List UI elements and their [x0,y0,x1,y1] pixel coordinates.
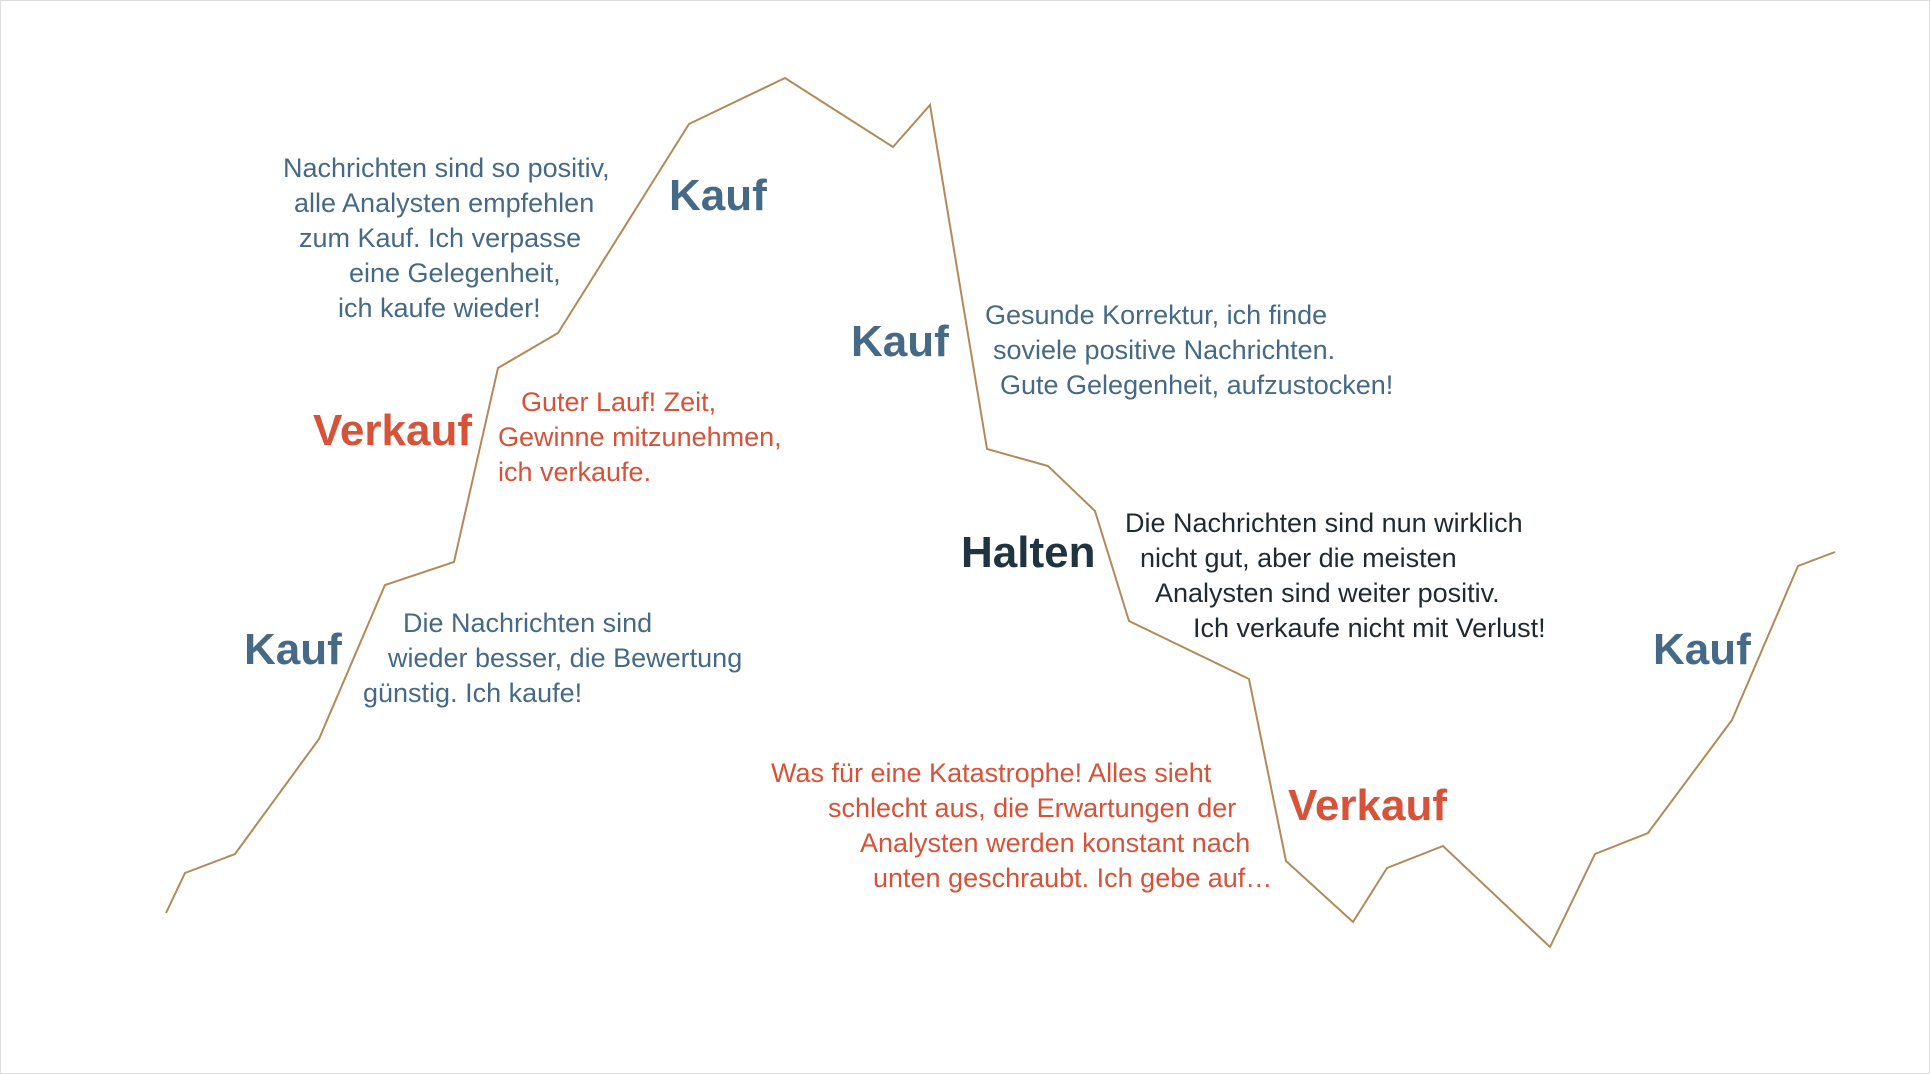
note-line: eine Gelegenheit, [349,258,561,288]
verkauf-note-2 [771,756,1272,896]
note-line: Analysten werden konstant nach [860,828,1251,858]
note-line: nicht gut, aber die meisten [1140,543,1457,573]
note-line: soviele positive Nachrichten. [993,335,1336,365]
halten-label: Halten [961,528,1096,577]
note-line: ich verkaufe. [498,457,652,487]
kauf-label-3: Kauf [851,317,949,366]
halten-note [1125,506,1546,646]
note-line: Gesunde Korrektur, ich finde [985,300,1328,330]
verkauf-note-1 [498,385,782,490]
note-line: Die Nachrichten sind [403,608,653,638]
note-line: Gewinne mitzunehmen, [498,422,782,452]
note-line: Was für eine Katastrophe! Alles sieht [771,758,1212,788]
kauf-label-2: Kauf [669,171,767,220]
note-line: Analysten sind weiter positiv. [1155,578,1500,608]
note-line: Nachrichten sind so positiv, [283,153,610,183]
note-line: Ich verkaufe nicht mit Verlust! [1193,613,1546,643]
verkauf-label-2: Verkauf [1288,781,1447,830]
note-line: Guter Lauf! Zeit, [521,387,717,417]
note-line: alle Analysten empfehlen [294,188,595,218]
verkauf-label-1: Verkauf [313,406,472,455]
note-line: Gute Gelegenheit, aufzustocken! [1000,370,1394,400]
note-line: Die Nachrichten sind nun wirklich [1125,508,1523,538]
note-line: zum Kauf. Ich verpasse [299,223,582,253]
note-line: schlecht aus, die Erwartungen der [828,793,1237,823]
kauf-label-1: Kauf [244,625,342,674]
kauf-note-2 [283,151,610,326]
note-line: günstig. Ich kaufe! [363,678,583,708]
note-line: wieder besser, die Bewertung [388,643,743,673]
kauf-note-3 [985,298,1393,403]
note-line: ich kaufe wieder! [338,293,541,323]
kauf-note-1 [363,606,742,711]
note-line: unten geschraubt. Ich gebe auf… [873,863,1273,893]
kauf-label-4: Kauf [1653,625,1751,674]
